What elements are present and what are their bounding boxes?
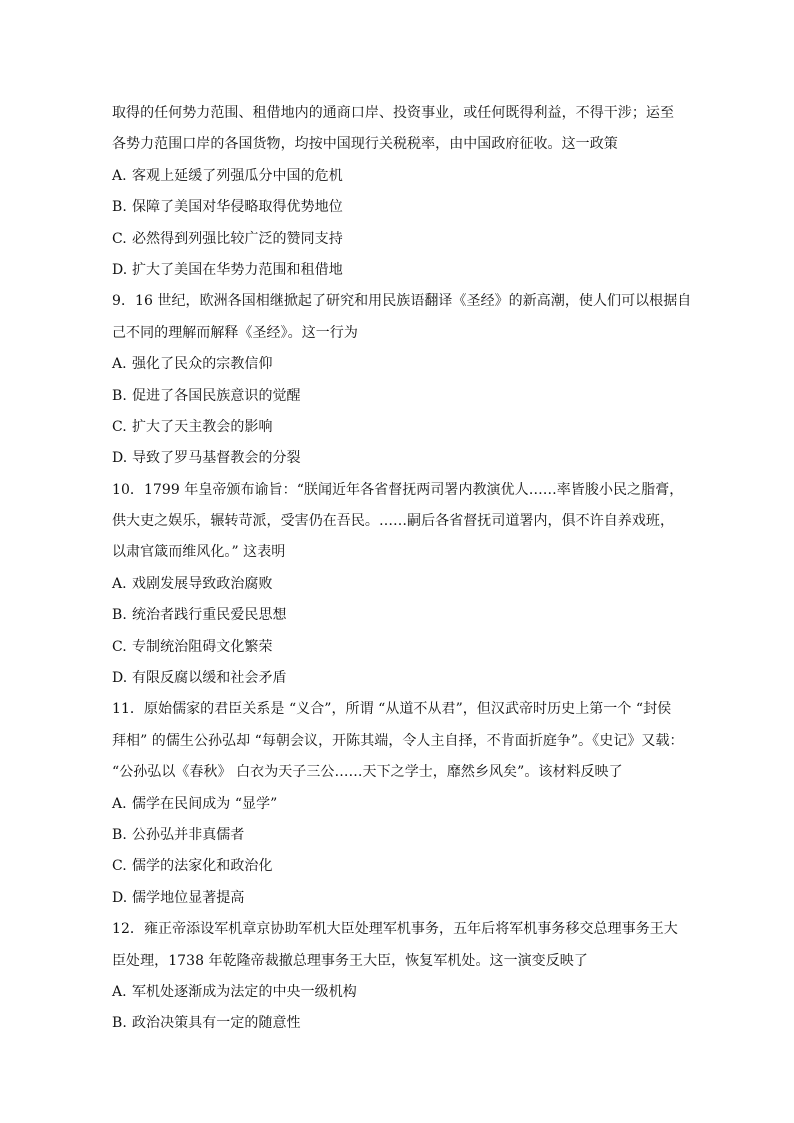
option-label: B. bbox=[112, 1015, 127, 1032]
option-label: D. bbox=[112, 670, 128, 687]
option-c[interactable] bbox=[112, 632, 687, 663]
option-text: 政治决策具有一定的随意性 bbox=[132, 1015, 301, 1032]
option-text: 必然得到列强比较广泛的赞同支持 bbox=[132, 230, 343, 247]
question-stem-line: 己不同的理解而解释《圣经》。这一行为 bbox=[112, 324, 358, 341]
option-label: A. bbox=[112, 356, 127, 373]
option-text: 儒学的法家化和政治化 bbox=[132, 858, 273, 875]
option-label: B. bbox=[112, 387, 127, 404]
option-a[interactable] bbox=[112, 789, 687, 820]
question-8 bbox=[112, 98, 687, 286]
option-label: A. bbox=[112, 983, 127, 1000]
question-stem-line: 臣处理，1738 年乾隆帝裁撤总理事务王大臣，恢复军机处。这一演变反映了 bbox=[112, 952, 588, 969]
option-label: B. bbox=[112, 826, 127, 843]
option-text: 军机处逐渐成为法定的中央一级机构 bbox=[132, 983, 357, 1000]
option-b[interactable] bbox=[112, 600, 687, 631]
option-label: D. bbox=[112, 450, 128, 467]
question-9 bbox=[112, 286, 692, 474]
option-text: 保障了美国对华侵略取得优势地位 bbox=[132, 199, 343, 216]
question-stem-line: 取得的任何势力范围、租借地内的通商口岸、投资事业，或任何既得利益，不得干涉；运至 bbox=[112, 105, 674, 121]
option-text: 专制统治阻碍文化繁荣 bbox=[132, 638, 273, 655]
option-text: 促进了各国民族意识的觉醒 bbox=[132, 387, 301, 404]
question-12 bbox=[112, 914, 687, 1040]
question-stem-line: 供大吏之娱乐，辗转苛派，受害仍在吾民。……嗣后各省督抚司道署内，俱不许自养戏班， bbox=[112, 513, 674, 530]
option-label: C. bbox=[112, 638, 127, 655]
question-11 bbox=[112, 694, 687, 914]
option-text: 儒学地位显著提高 bbox=[132, 889, 245, 906]
question-10 bbox=[112, 475, 687, 695]
option-d[interactable] bbox=[112, 255, 687, 286]
option-c[interactable] bbox=[112, 412, 687, 443]
question-stem-line: 拜相” 的儒生公孙弘却 “每朝会议，开陈其端，令人主自择，不肯面折庭争”。《史记》又载： bbox=[112, 732, 684, 749]
option-label: C. bbox=[112, 418, 127, 435]
option-text: 强化了民众的宗教信仰 bbox=[132, 356, 273, 373]
option-text: 统治者践行重民爱民思想 bbox=[132, 607, 287, 624]
option-b[interactable] bbox=[112, 381, 687, 412]
option-text: 导致了罗马基督教会的分裂 bbox=[132, 450, 301, 467]
option-c[interactable] bbox=[112, 224, 687, 255]
option-text: 扩大了美国在华势力范围和租借地 bbox=[132, 261, 343, 278]
option-b[interactable] bbox=[112, 1008, 687, 1039]
option-label: D. bbox=[112, 889, 128, 906]
question-stem-line: 11．原始儒家的君臣关系是 “义合”，所谓 “从道不从君”，但汉武帝时历史上第一个 “封侯 bbox=[112, 701, 672, 718]
option-label: A. bbox=[112, 575, 127, 592]
option-label: D. bbox=[112, 261, 128, 278]
option-d[interactable] bbox=[112, 883, 687, 914]
option-text: 公孙弘并非真儒者 bbox=[132, 826, 245, 843]
question-stem-line: 9．16 世纪，欧洲各国相继掀起了研究和用民族语翻译《圣经》的新高潮，使人们可以根据自 bbox=[112, 293, 692, 310]
question-stem-line: “公孙弘以《春秋》 白衣为天子三公……天下之学士，靡然乡风矣”。该材料反映了 bbox=[112, 764, 623, 781]
question-stem-line: 10．1799 年皇帝颁布谕旨：“朕闻近年各省督抚两司署内教演优人……率皆朘小民之脂膏， bbox=[112, 481, 684, 498]
option-label: A. bbox=[112, 167, 127, 184]
option-d[interactable] bbox=[112, 663, 687, 694]
exam-page bbox=[112, 98, 692, 1040]
option-label: C. bbox=[112, 230, 127, 247]
question-stem-line: 以肃官箴而维风化。” 这表明 bbox=[112, 544, 286, 561]
option-a[interactable] bbox=[112, 977, 687, 1008]
option-label: B. bbox=[112, 199, 127, 216]
option-a[interactable] bbox=[112, 569, 687, 600]
option-label: C. bbox=[112, 858, 127, 875]
option-text: 客观上延缓了列强瓜分中国的危机 bbox=[132, 167, 343, 184]
option-c[interactable] bbox=[112, 851, 687, 882]
option-a[interactable] bbox=[112, 161, 687, 192]
option-text: 戏剧发展导致政治腐败 bbox=[132, 575, 273, 592]
question-stem-line: 各势力范围口岸的各国货物，均按中国现行关税税率，由中国政府征收。这一政策 bbox=[112, 136, 618, 153]
option-text: 有限反腐以缓和社会矛盾 bbox=[132, 670, 287, 687]
option-b[interactable] bbox=[112, 192, 687, 223]
option-text: 儒学在民间成为 “显学” bbox=[132, 795, 278, 812]
option-a[interactable] bbox=[112, 349, 687, 380]
question-stem-line: 12．雍正帝添设军机章京协助军机大臣处理军机事务，五年后将军机事务移交总理事务王大 bbox=[112, 921, 678, 938]
option-label: B. bbox=[112, 607, 127, 624]
option-text: 扩大了天主教会的影响 bbox=[132, 418, 273, 435]
option-b[interactable] bbox=[112, 820, 687, 851]
option-d[interactable] bbox=[112, 443, 687, 474]
option-label: A. bbox=[112, 795, 127, 812]
